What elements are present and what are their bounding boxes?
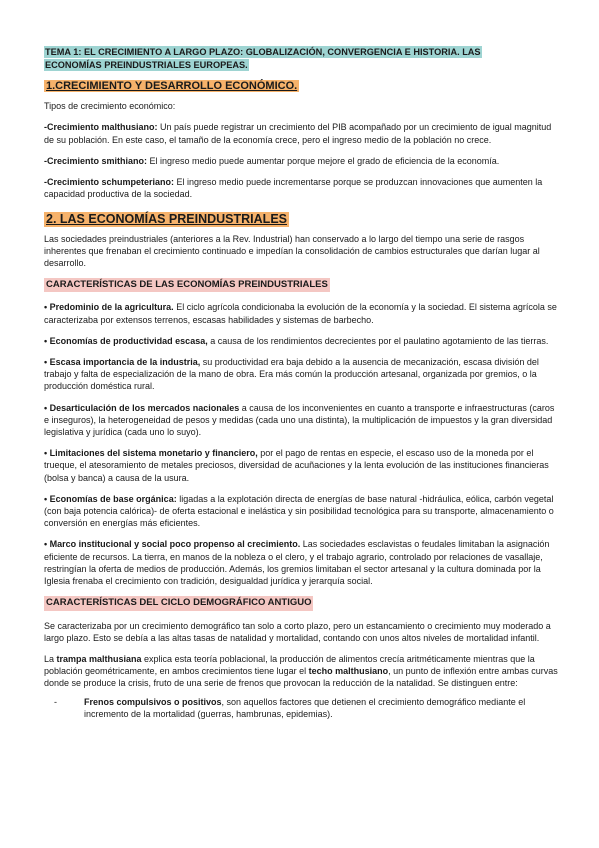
growth-type-schumpeterian [44,176,560,200]
feature-item [44,301,560,325]
list-item-text: , son aquellos factores que detienen el crecimiento demográfico mediante el incremento de la mortalidad (guerras, hambrunas, epidemias). [84,696,526,719]
feature-text: a causa de los rendimientos decrecientes por el paulatino agotamiento de las tierras. [207,335,549,346]
feature-text: su productividad era baja debido a la ausencia de mecanización, escasa división del trabajo y falta de especialización de la mano de obra. Era más común la producción artesanal, organizada por gremios, o la producción doméstica rural. [44,357,539,392]
list-item-label: Frenos compulsivos o positivos [84,696,222,707]
growth-type-label: -Crecimiento smithiano: [44,155,148,166]
feature-text: ligadas a la explotación directa de energías de base natural -hidráulica, eólica, carbón vegetal (con baja potencia calórica)- de oferta estacional e inelástica y sin posibilidad tecnológica para su transporte, almacenamiento o conversión en energías más eficientes. [44,493,554,529]
growth-type-label: -Crecimiento malthusiano: [44,122,158,133]
feature-label: • Escasa importancia de la industria, [44,357,201,368]
subsection-economies-heading: CARACTERÍSTICAS DE LAS ECONOMÍAS PREINDUSTRIALES [44,278,330,292]
feature-label: • Predominio de la agricultura. [44,302,174,313]
feature-text: a causa de los inconvenientes en cuanto a transporte e infraestructuras (caros e inseguros), la heterogeneidad de pesos y medidas (cada uno una distinta), la multiplicación de impuestos y la gran diversidad legislativa y jurídica (cada uno lo suyo). [44,402,555,438]
feature-item [44,447,560,484]
feature-item [44,335,560,347]
growth-type-text: El ingreso medio puede incrementarse porque se produzcan innovaciones que aumenten la capacidad productiva de la sociedad. [44,177,543,200]
feature-item [44,538,560,587]
section-1-intro: Tipos de crecimiento económico: [44,101,176,112]
document-page [44,46,560,720]
feature-text: por el pago de rentas en especie, el escaso uso de la moneda por el trueque, el atesoramiento de metales preciosos, diversidad de acuñaciones y la lenta evolución de las instituciones financieras (bolsa y banca) a causa de la usura. [44,448,549,483]
list-item [54,696,560,720]
feature-item [44,356,560,393]
subsection-demography-heading: CARACTERÍSTICAS DEL CICLO DEMOGRÁFICO ANTIGUO [44,596,313,610]
paragraph-fragment: , un punto de inflexión entre ambas curvas donde se produce la crisis, fruto de una serie de frenos que provocan la reducción de la natalidad. Se distinguen entre: [44,666,558,689]
growth-type-text: Un país puede registrar un crecimiento del PIB acompañado por un crecimiento de igual magnitud de su población. En este caso, el tamaño de la economía crece, pero el ingreso medio de la población no crece. [44,122,552,145]
feature-label: • Limitaciones del sistema monetario y financiero, [44,448,258,459]
section-1-heading: 1.CRECIMIENTO Y DESARROLLO ECONÓMICO. [46,80,298,92]
feature-label: • Economías de base orgánica: [44,493,177,504]
feature-label: • Marco institucional y social poco propenso al crecimiento. [44,539,301,550]
malthusian-ceiling-term: techo malthusiano [308,666,389,677]
growth-type-malthusian [44,121,560,145]
feature-item [44,402,560,439]
document-title [44,46,560,71]
feature-text: Las sociedades esclavistas o feudales limitaban la asignación eficiente de recursos. La tierra, en manos de la nobleza o el clero, y el trabajo agrario, controlado por relaciones de vasallaje, restringían la oferta de medios de producción. Además, los gremios limitaban el sector artesanal y la cultura dominada por la Iglesia frenaba el crecimiento con tradición, desigualdad jurídica y jerarquía social. [44,539,550,587]
growth-type-text: El ingreso medio puede aumentar porque mejore el grado de eficiencia de la economía. [147,155,500,166]
feature-label: • Economías de productividad escasa, [44,335,208,346]
brakes-list [44,696,560,720]
demography-paragraph-1: Se caracterizaba por un crecimiento demográfico tan solo a corto plazo, pero un estancamiento o crecimiento muy moderado a largo plazo. Esto se debía a las altas tasas de natalidad y mortalidad, contando con unos altos niveles de mortalidad infantil. [44,620,551,643]
feature-item [44,493,560,530]
section-2-intro: Las sociedades preindustriales (anteriores a la Rev. Industrial) han conservado a lo largo del tiempo una serie de rasgos inherentes que frenaban el crecimiento continuado e impedían la consolidación de cambios estructurales que darían lugar al desarrollo. [44,233,540,269]
feature-label: • Desarticulación de los mercados nacionales [44,402,240,413]
section-2-heading: 2. LAS ECONOMÍAS PREINDUSTRIALES [46,212,287,227]
growth-type-smithian [44,155,560,167]
growth-type-label: -Crecimiento schumpeteriano: [44,177,175,188]
demography-paragraph-2 [44,653,560,690]
feature-text: El ciclo agrícola condicionaba la evolución de la economía y la sociedad. El sistema agrícola se caracterizaba por extensos terrenos, escasas habilidades y sistemas de barbecho. [44,302,557,325]
malthusian-trap-term: trampa malthusiana [56,653,142,664]
paragraph-fragment: explica esta teoría poblacional, la producción de alimentos crecía aritméticamente mientras que la población geométricamente, en ambos crecimientos tiene lugar el [44,653,535,677]
title-line-1: TEMA 1: EL CRECIMIENTO A LARGO PLAZO: GLOBALIZACIÓN, CONVERGENCIA E HISTORIA. LAS [45,47,481,57]
title-line-2: ECONOMÍAS PREINDUSTRIALES EUROPEAS. [45,59,248,70]
list-dash: - [54,696,57,707]
paragraph-fragment: La [44,653,57,664]
